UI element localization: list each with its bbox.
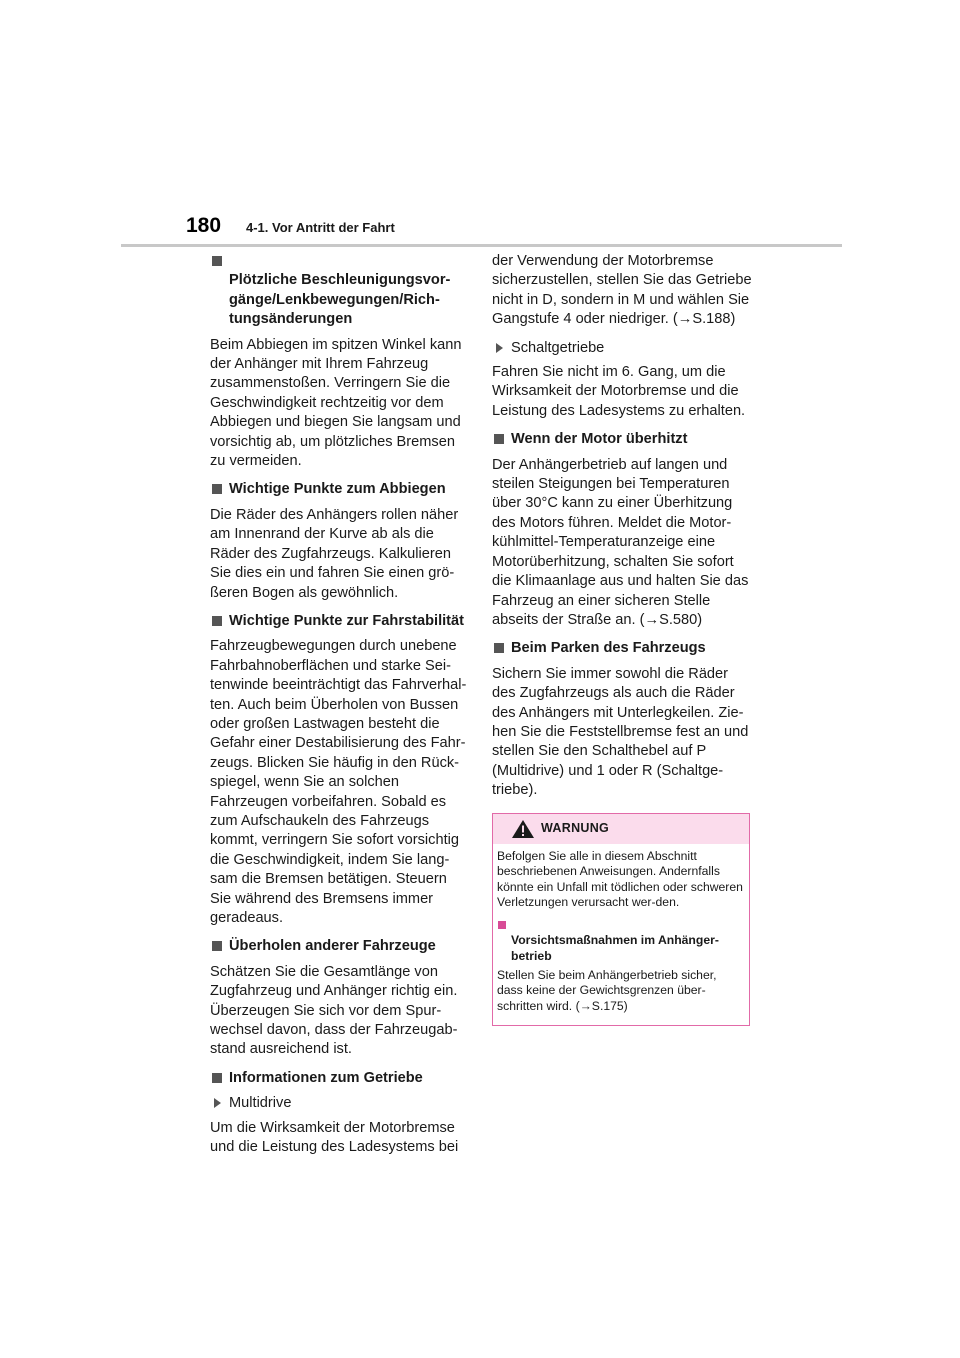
square-bullet-icon [212,616,222,626]
heading-turning [210,480,470,499]
heading-text: Wichtige Punkte zum Abbiegen [229,481,446,498]
square-bullet-icon [494,434,504,444]
paragraph: Fahren Sie nicht im 6. Gang, um die Wirksamkeit der Motorbremse und die Leistung des Ladesystems zu erhalten. [492,364,746,419]
heading-text: Wenn der Motor überhitzt [511,431,688,448]
heading-transmission [210,1069,470,1088]
bullet-text: Schaltgetriebe [511,339,605,356]
heading-text: Beim Parken des Fahrzeugs [511,640,706,657]
heading-text: Plötzliche Beschleunigungsvor- gänge/Lenkbewegungen/Rich- tungsänderungen [229,272,451,328]
paragraph: Schätzen Sie die Gesamtlänge von Zugfahrzeug und Anhänger richtig ein. Überzeugen Sie sich vor dem Spur-wechsel davon, dass der Fahrzeugab-stand ausreichend ist. [210,963,458,1058]
bullet-manual-transmission [492,339,754,358]
right-column [492,252,754,810]
heading-text: Überholen anderer Fahrzeuge [229,938,436,955]
heading-stability [210,612,470,631]
heading-text: Informationen zum Getriebe [229,1069,423,1086]
warning-subheading [497,918,745,964]
paragraph: Beim Abbiegen im spitzen Winkel kann der Anhänger mit Ihrem Fahrzeug zusammenstoßen. Verringern Sie die Geschwindigkeit rechtzeitig vor dem Abbiegen und biegen Sie langsam und vorsichtig ab, um plötzliches Bremsen zu vermeiden. [210,336,462,470]
left-column [210,252,470,1166]
square-bullet-icon [494,643,504,653]
warning-header [493,814,749,844]
heading-overtaking [210,937,470,956]
page-number: 180 [186,214,222,237]
section-title: 4-1. Vor Antritt der Fahrt [246,220,395,235]
paragraph: Fahrzeugbewegungen durch unebene Fahrbahnoberflächen und starke Sei-tenwinde beeinträchtigt das Fahrverhal-ten. Auch beim Überholen von Bussen oder großen Lastwagen besteht die Gefahr einer Destabilisierung des Fahr-zeugs. Blicken Sie häufig in den Rück-spiegel, wenn Sie an solchen Fahrzeugen vorbeifahren. Sobald es zum Aufschaukeln des Fahrzeugs kommt, verringern Sie sofort vorsichtig die Geschwindigkeit, indem Sie lang-sam die Bremsen betätigen. Steuern Sie während des Bremsens immer geradeaus. [210,638,467,926]
paragraph-continued: der Verwendung der Motorbremse sicherzustellen, stellen Sie das Getriebe nicht in D, sondern in M und wählen Sie Gangstufe 4 oder niedriger. (→S.188) [492,253,752,328]
heading-parking [492,639,754,658]
square-bullet-icon [212,484,222,494]
warning-body [493,844,749,1014]
heading-overheating [492,430,754,449]
bullet-text: Multidrive [229,1095,292,1112]
paragraph: Der Anhängerbetrieb auf langen und steilen Steigungen bei Temperaturen über 30°C kann zu einer Überhitzung des Motors führen. Meldet die Motor-kühlmittel-Temperaturanzeige eine Motorüberhitzung, schalten Sie sofort die Klimaanlage aus und halten Sie das Fahrzeug an einer sicheren Stelle abseits der Straße an. (→S.580) [492,456,749,628]
paragraph: Die Räder des Anhängers rollen näher am Innenrand der Kurve ab als die Räder des Zugfahrzeugs. Kalkulieren Sie dies ein und fahren Sie einen grö-ßeren Bogen als gewöhnlich. [210,506,459,601]
square-bullet-icon [212,941,222,951]
heading-sudden-acceleration [210,252,470,330]
header-rule [121,244,842,247]
warning-subtext: Stellen Sie beim Anhängerbetrieb sicher, dass keine der Gewichtsgrenzen über-schritten wird. (→S.175) [497,968,717,1013]
paragraph: Sichern Sie immer sowohl die Räder des Zugfahrzeugs als auch die Räder des Anhängers mit Unterlegkeilen. Zie-hen Sie die Feststellbremse fest an und stellen Sie den Schalthebel auf P (Multidrive) und 1 oder R (Schaltge-triebe). [492,665,749,799]
warning-box [492,813,750,1026]
heading-text: Vorsichtsmaßnahmen im Anhänger- betrieb [511,933,719,963]
bullet-multidrive [210,1094,470,1113]
square-bullet-icon [498,921,506,929]
triangle-bullet-icon [214,1098,221,1108]
paragraph: Um die Wirksamkeit der Motorbremse und die Leistung des Ladesystems bei [210,1119,459,1156]
warning-title: WARNUNG [541,821,610,835]
triangle-bullet-icon [496,343,503,353]
warning-triangle-icon [511,819,535,839]
warning-text: Befolgen Sie alle in diesem Abschnitt beschriebenen Anweisungen. Andernfalls könnte ein Unfall mit tödlichen oder schweren Verletzungen verursacht wer-den. [497,849,743,909]
square-bullet-icon [212,256,222,266]
square-bullet-icon [212,1073,222,1083]
heading-text: Wichtige Punkte zur Fahrstabilität [229,612,465,629]
